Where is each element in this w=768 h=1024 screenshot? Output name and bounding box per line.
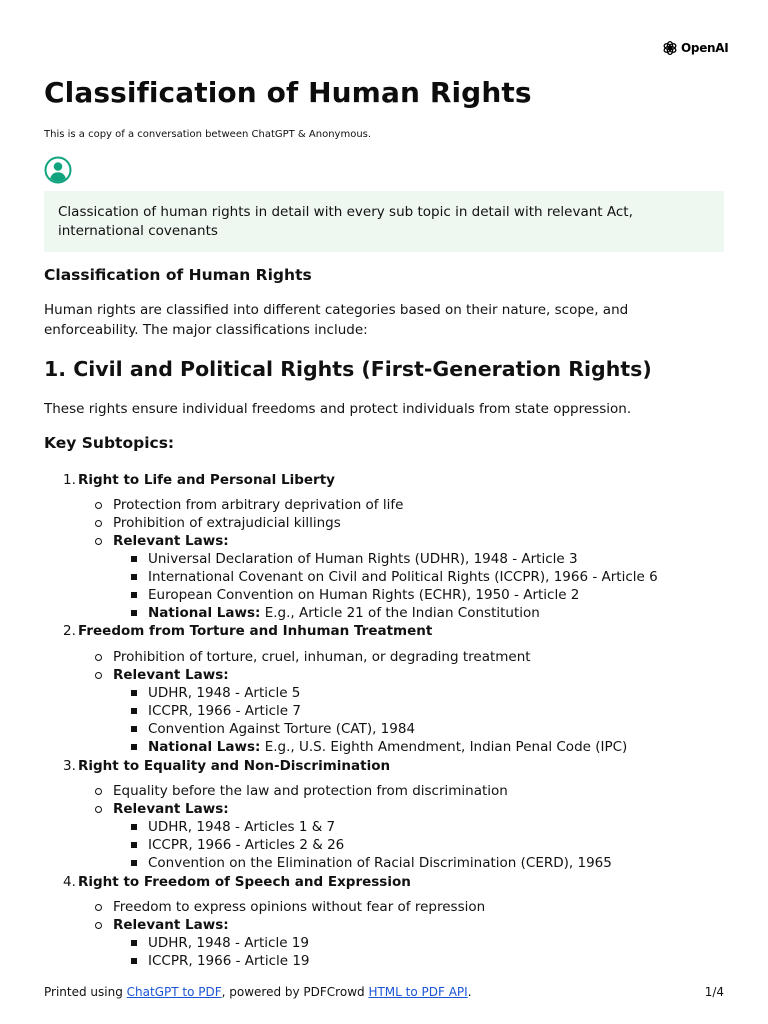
brand-name: OpenAI [681, 41, 729, 55]
section-description: These rights ensure individual freedoms and protect individuals from state oppression. [44, 401, 632, 417]
page-number: 1/4 [704, 985, 724, 999]
user-avatar-icon [44, 156, 72, 184]
user-prompt: Classication of human rights in detail with every sub topic in detail with relevant Act, international covenants [44, 191, 724, 252]
brand-logo [662, 40, 728, 56]
response-heading: Classification of Human Rights [44, 266, 312, 284]
page-title: Classification of Human Rights [44, 76, 532, 109]
html-to-pdf-api-link[interactable]: HTML to PDF API [368, 985, 468, 999]
section-title: 1. Civil and Political Rights (First-Generation Rights) [44, 357, 652, 381]
openai-logo-icon [662, 40, 678, 56]
page-footer: Printed using ChatGPT to PDF, powered by PDFCrowd HTML to PDF API. 1/4 [44, 985, 724, 999]
copy-note: This is a copy of a conversation between ChatGPT & Anonymous. [44, 129, 372, 140]
subtopics-heading: Key Subtopics: [44, 434, 175, 452]
intro-paragraph: Human rights are classified into different categories based on their nature, scope, and enforceability. The major classifications include: [44, 302, 629, 338]
chatgpt-to-pdf-link[interactable]: ChatGPT to PDF [126, 985, 222, 999]
